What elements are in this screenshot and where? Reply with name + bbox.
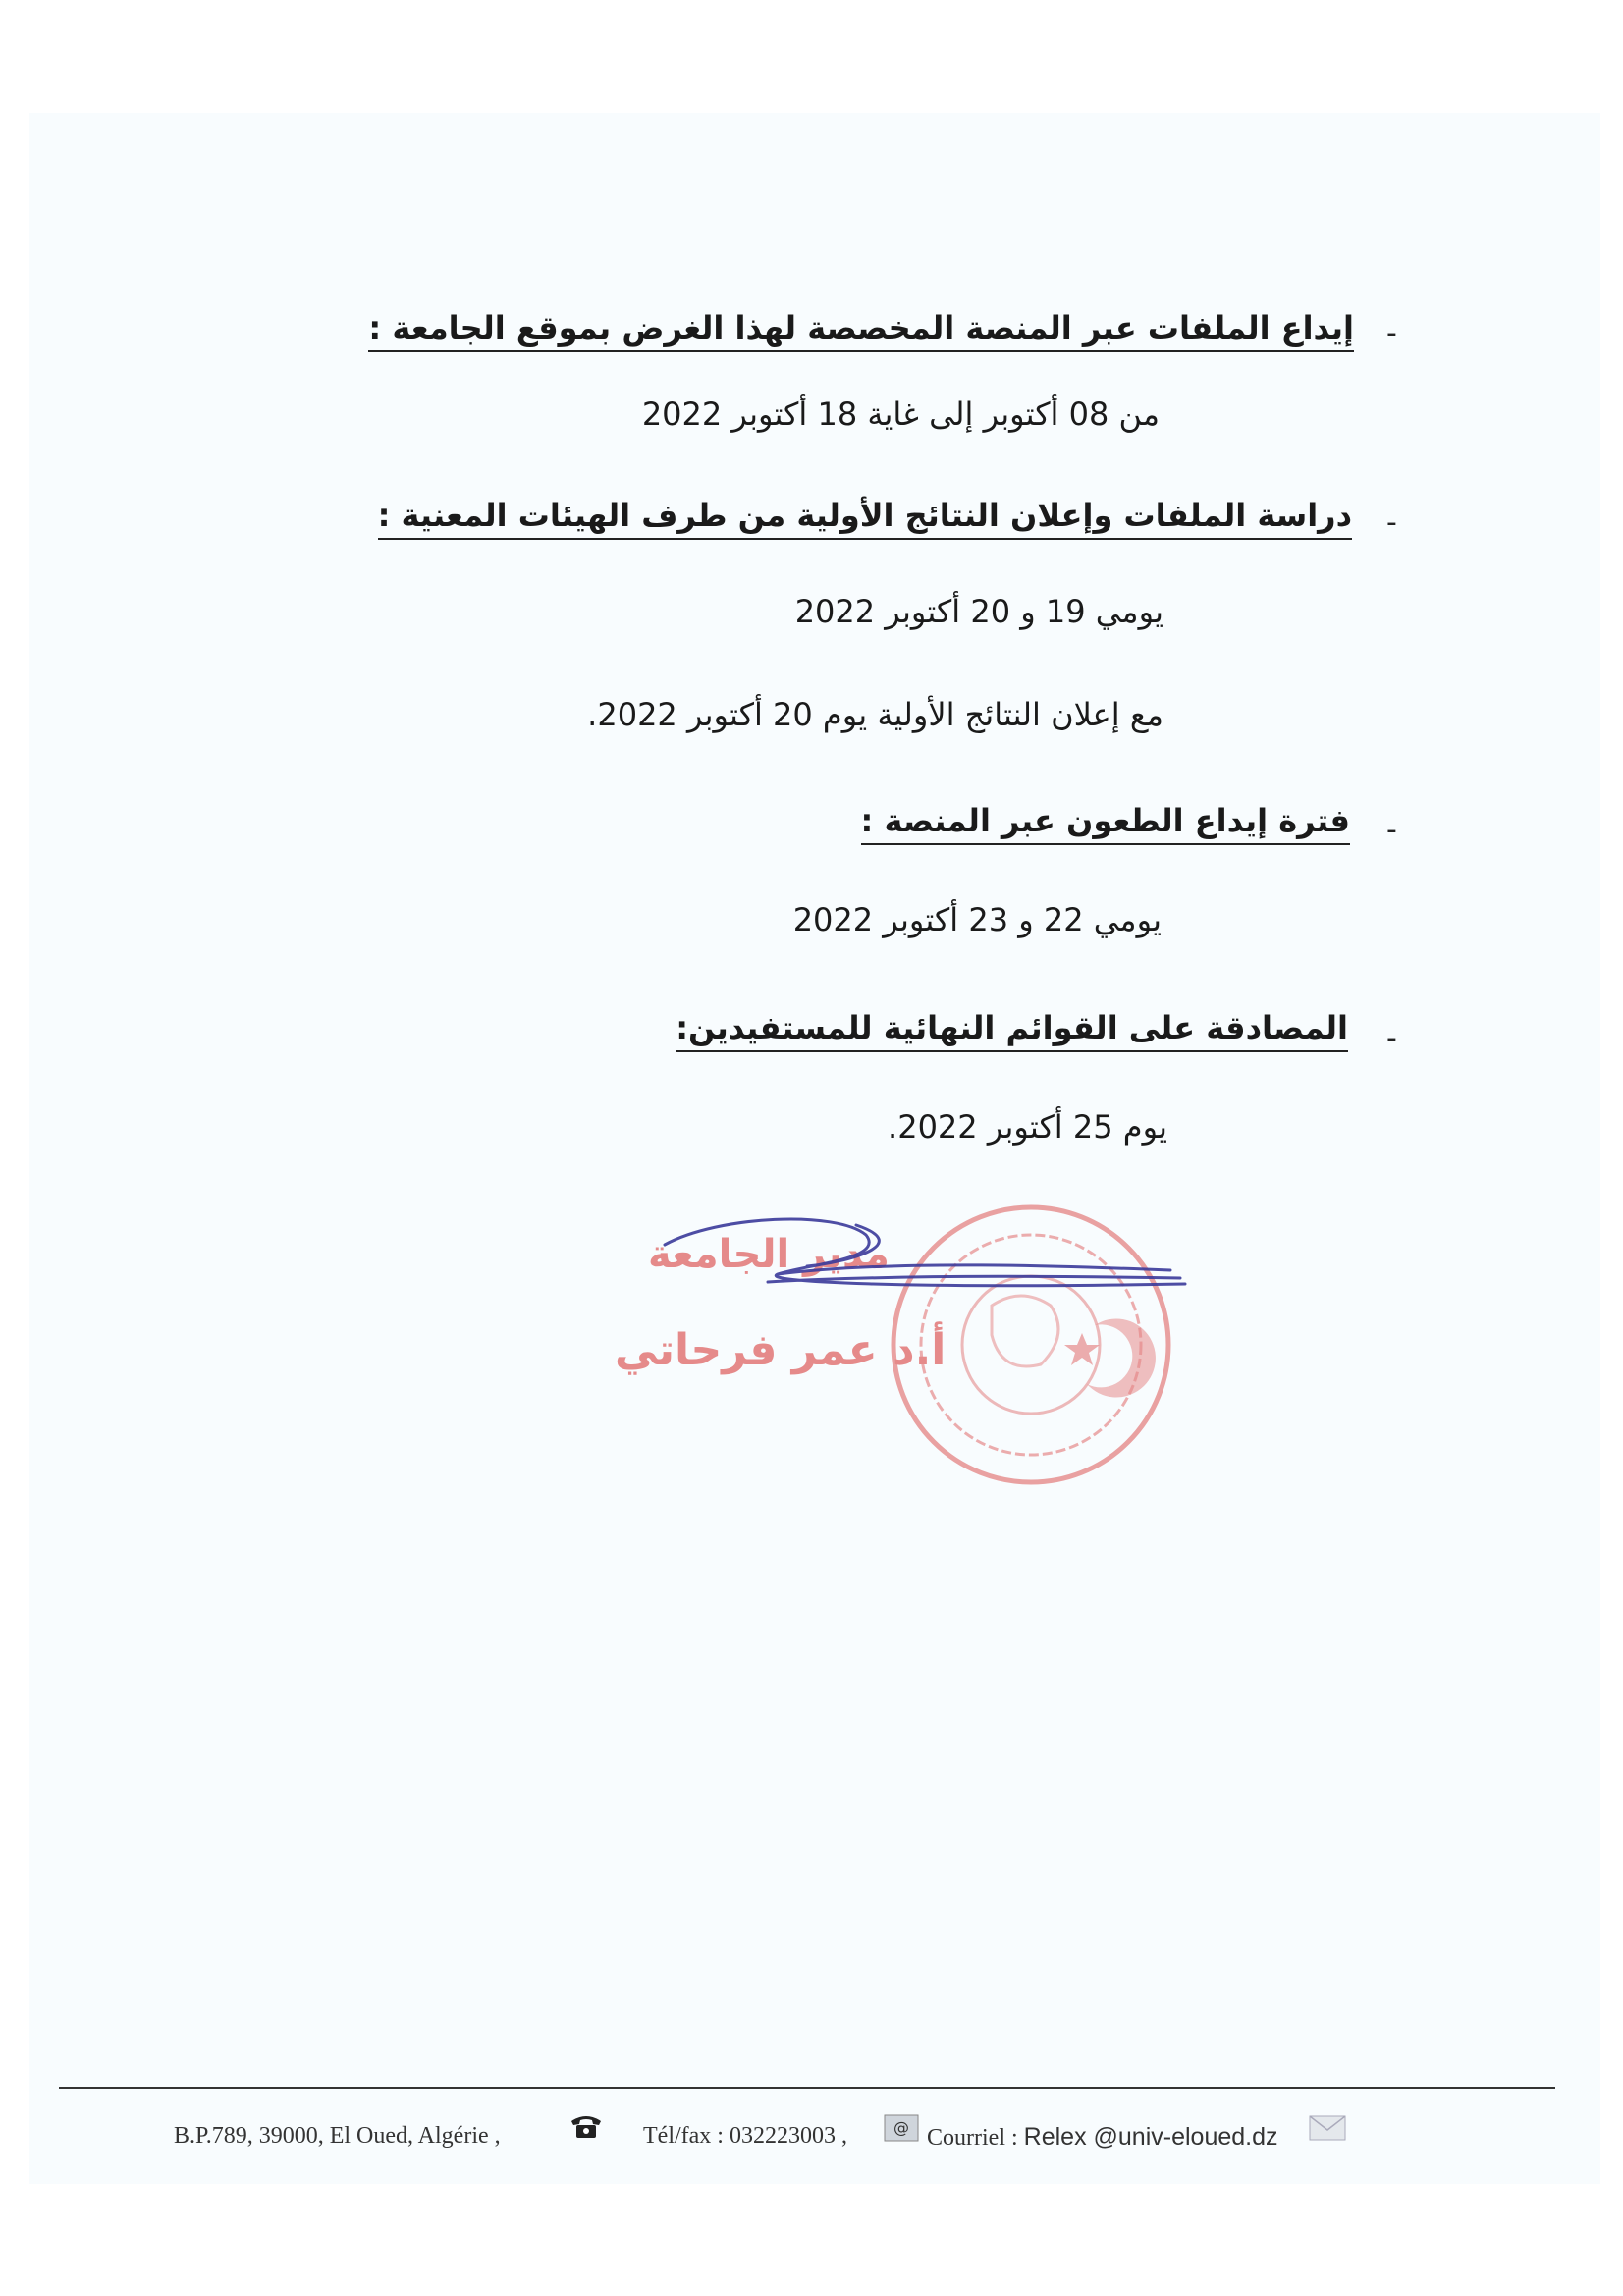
footer-email: Relex @univ-eloued.dz	[1023, 2123, 1278, 2151]
bullet-dash: -	[1386, 506, 1397, 540]
footer-phone: Tél/fax : 032223003 ,	[643, 2123, 847, 2149]
section-date-appeals: يومي 22 و 23 أكتوبر 2022	[792, 901, 1162, 938]
footer-address: B.P.789, 39000, El Oued, Algérie ,	[174, 2123, 501, 2149]
footer-email-label: Courriel :	[927, 2125, 1018, 2151]
bullet-dash: -	[1386, 316, 1397, 350]
bullet-dash: -	[1386, 1021, 1397, 1055]
heading-text: المصادقة على القوائم النهائية للمستفيدين:	[676, 1009, 1348, 1052]
section-heading-study	[378, 497, 1352, 534]
section-date-approval: يوم 25 أكتوبر 2022.	[888, 1108, 1167, 1146]
section-heading-approval	[676, 1009, 1348, 1046]
section-note-study: مع إعلان النتائج الأولية يوم 20 أكتوبر 2022.	[587, 696, 1163, 733]
stamp-name: أ.د عمر فرحاتي	[615, 1325, 947, 1375]
signature-icon	[660, 1205, 1190, 1304]
heading-text: إيداع الملفات عبر المنصة المخصصة لهذا الغرض بموقع الجامعة :	[368, 309, 1354, 352]
footer-divider	[59, 2087, 1555, 2089]
stamp-title: مدير الجامعة	[648, 1232, 890, 1277]
section-heading-deposit	[368, 309, 1354, 347]
envelope-icon	[1309, 2115, 1346, 2141]
bullet-dash: -	[1386, 813, 1397, 847]
section-date-study: يومي 19 و 20 أكتوبر 2022	[794, 593, 1163, 630]
heading-text: دراسة الملفات وإعلان النتائج الأولية من طرف الهيئات المعنية :	[378, 497, 1352, 540]
footer-email-line	[927, 2123, 1278, 2152]
heading-text: فترة إيداع الطعون عبر المنصة :	[861, 802, 1350, 845]
phone-icon	[568, 2111, 604, 2141]
section-date-deposit: من 08 أكتوبر إلى غاية 18 أكتوبر 2022	[641, 396, 1160, 433]
svg-text:@: @	[893, 2118, 909, 2137]
at-sign-icon	[884, 2114, 919, 2142]
section-heading-appeals	[861, 802, 1350, 839]
